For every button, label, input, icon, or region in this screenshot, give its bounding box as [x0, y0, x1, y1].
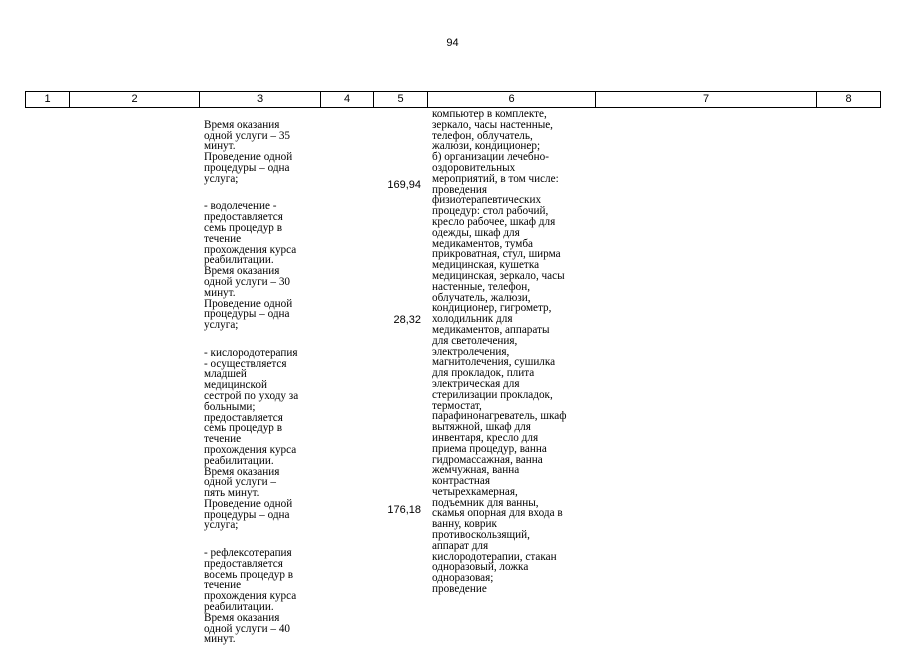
reflexotherapy-paragraph: - рефлексотерапия предоставляется восемь процедур в течение прохождения курса реабилитации. Время оказания одной услуги – 40 минут.: [204, 547, 297, 646]
column-3-text: [204, 109, 320, 662]
header-col-4: 4: [321, 92, 374, 107]
header-col-8: 8: [845, 93, 852, 105]
header-col-5: 5: [374, 92, 428, 107]
page-number: 94: [446, 37, 459, 49]
header-col-1: 1: [26, 92, 70, 107]
table-header-row: [25, 91, 881, 108]
hydrotherapy-paragraph: - водолечение - предоставляется семь процедур в течение прохождения курса реабилитации. Время оказания одной услуги – 30 минут. Проведение одной процедуры – одна услуга;: [204, 200, 297, 332]
header-col-2: 2: [70, 92, 200, 107]
column-6-equipment-text: компьютер в комплекте, зеркало, часы настенные, телефон, облучатель, жалюзи, кондиционер; б) организации лечебно- оздоровительных мероприятий, в том числе: проведения физиотерапевтических процедур: стол рабочий, кресло рабочее, шкаф для одежды, шкаф для медикаментов, тумба прикроватная, стул, ширма медицинская, кушетка медицинская, зеркало, часы настенные, телефон, облучатель, жалюзи, кондиционер, гигрометр, холодильник для медикаментов, аппараты для светолечения, электролечения, магнитолечения, сушилка для прокладок, плита электрическая для стерилизации прокладок, термостат, парафинонагреватель, шкаф вытяжной, шкаф для инвентаря, кресло для приема процедур, ванна гидромассажная, ванна жемчужная, ванна контрастная четырехкамерная, подъемник для ванны, скамья опорная для входа в ванну, коврик противоскользящий, аппарат для кислородотерапии, стакан одноразовый, ложка одноразовая; проведение: [432, 108, 567, 596]
service-duration-paragraph: Время оказания одной услуги – 35 минут. Проведение одной процедуры – одна услуга;: [204, 118, 293, 185]
cost-oxygen-therapy: 28,32: [393, 314, 421, 326]
cost-reflexotherapy: 176,18: [387, 504, 421, 516]
cost-hydrotherapy: 169,94: [387, 179, 421, 191]
header-col-7: 7: [596, 92, 817, 107]
header-col-6: 6: [428, 92, 596, 107]
oxygen-therapy-paragraph: - кислородотерапия - осуществляется младшей медицинской сестрой по уходу за больными; предоставляется семь процедур в течение прохождения курса реабилитации. Время оказания одной услуги – пять минут. Проведение одной процедуры – одна услуга;: [204, 346, 299, 532]
header-col-3: 3: [200, 92, 321, 107]
